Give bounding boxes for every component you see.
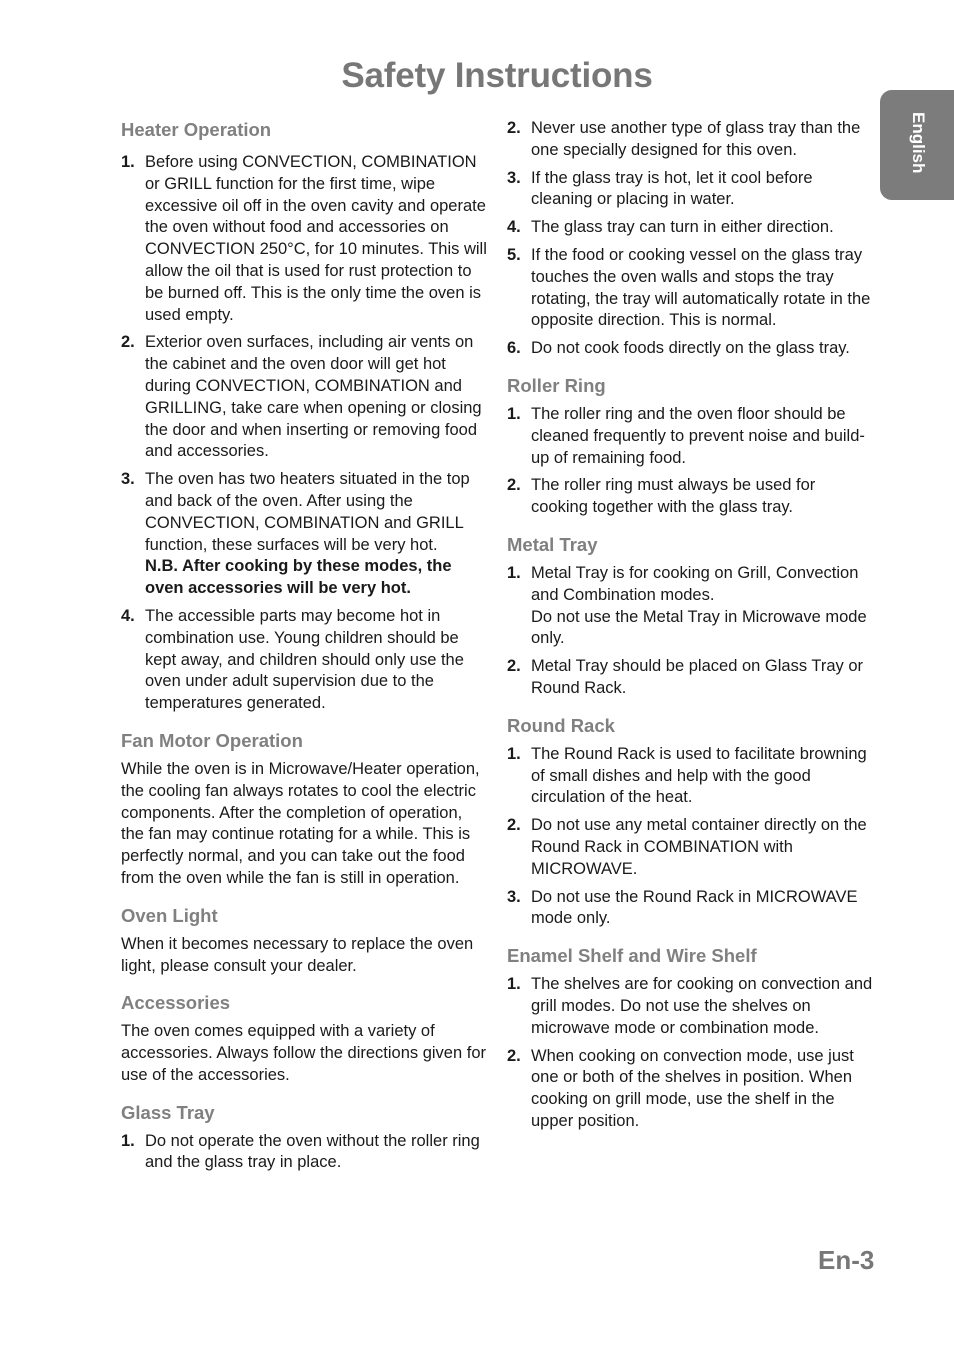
item-text: Never use another type of glass tray than the one specially designed for this oven. <box>531 119 861 159</box>
shelf-list <box>507 974 875 1133</box>
language-tab <box>880 90 954 200</box>
item-text: Metal Tray is for cooking on Grill, Convection and Combination modes. <box>531 563 859 604</box>
item-text-continued: Do not use the Metal Tray in Microwave mode only. <box>531 607 867 648</box>
item-number: 1. <box>507 404 521 423</box>
item-text: If the food or cooking vessel on the glass tray touches the oven walls and stops the tray rotating, the tray will automatically rotate in the opposite direction. This is normal. <box>531 245 871 330</box>
item-number: 3. <box>507 887 521 906</box>
item-text: Metal Tray should be placed on Glass Tray or Round Rack. <box>531 657 863 697</box>
item-text: Do not use the Round Rack in MICROWAVE mode only. <box>531 887 858 928</box>
item-number: 1. <box>507 563 521 582</box>
item-text: The glass tray can turn in either direction. <box>531 218 834 237</box>
section-heading-round-rack: Round Rack <box>507 714 615 736</box>
language-tab-label: English <box>909 112 928 174</box>
item-number: 2. <box>507 657 521 676</box>
fan-motor-paragraph: While the oven is in Microwave/Heater operation, the cooling fan always rotates to cool the electric components. After the completion of operation, the fan may continue rotating for a while. This is perfectly normal, and you can take out the food from the oven while the fan is still in operation. <box>121 759 480 887</box>
item-text: The shelves are for cooking on convection and grill modes. Do not use the shelves on microwave mode or combination mode. <box>531 975 873 1037</box>
list-item <box>121 606 487 715</box>
section-heading-oven-light: Oven Light <box>121 904 218 926</box>
item-text: The oven has two heaters situated in the top and back of the oven. After using the CONVECTION, COMBINATION and GRILL function, these surfaces will be very hot. <box>145 470 470 554</box>
page-number: En-3 <box>818 1245 875 1275</box>
list-item <box>507 118 875 162</box>
list-item <box>507 404 875 469</box>
metal-tray-list <box>507 563 875 700</box>
list-item <box>507 168 875 212</box>
item-number: 3. <box>507 168 521 187</box>
list-item <box>507 475 875 519</box>
item-text: When cooking on convection mode, use just one or both of the shelves in position. When cooking on grill mode, use the shelf in the upper position. <box>531 1046 854 1130</box>
list-item <box>507 245 875 332</box>
list-item <box>507 563 875 650</box>
item-number: 4. <box>507 218 521 237</box>
section-heading-fan-motor-operation: Fan Motor Operation <box>121 729 303 751</box>
item-text: Exterior oven surfaces, including air vents on the cabinet and the oven door will get hot during CONVECTION, COMBINATION and GRILLING, take care when opening or closing the door and when inserting or removing food and accessories. <box>145 333 482 461</box>
round-rack-list <box>507 744 875 930</box>
item-text: The accessible parts may become hot in combination use. Young children should be kept away, and children should only use the oven under adult supervision due to the temperatures generated. <box>145 606 464 713</box>
item-number: 1. <box>507 744 521 763</box>
accessories-paragraph: The oven comes equipped with a variety of accessories. Always follow the directions given for use of the accessories. <box>121 1022 486 1084</box>
warning-note: N.B. After cooking by these modes, the oven accessories will be very hot. <box>145 557 452 598</box>
item-number: 4. <box>121 606 135 625</box>
item-text: If the glass tray is hot, let it cool before cleaning or placing in water. <box>531 168 813 209</box>
item-text: The roller ring must always be used for cooking together with the glass tray. <box>531 476 816 517</box>
section-heading-accessories: Accessories <box>121 992 231 1014</box>
list-item <box>121 332 487 463</box>
item-text: Do not cook foods directly on the glass tray. <box>531 339 850 358</box>
section-heading-glass-tray: Glass Tray <box>121 1101 215 1123</box>
list-item <box>121 152 487 326</box>
right-column <box>507 118 875 1139</box>
glass-tray-list-part2 <box>507 118 875 360</box>
section-heading-roller-ring: Roller Ring <box>507 374 606 396</box>
item-text: Do not use any metal container directly on the Round Rack in COMBINATION with MICROWAVE. <box>531 816 867 878</box>
list-item <box>507 815 875 880</box>
section-heading-heater-operation: Heater Operation <box>121 119 272 140</box>
item-number: 2. <box>507 1046 521 1065</box>
list-item <box>507 744 875 809</box>
list-item <box>507 217 875 239</box>
item-number: 1. <box>507 975 521 994</box>
item-number: 2. <box>121 333 135 352</box>
item-number: 2. <box>507 119 521 137</box>
list-item <box>507 656 875 700</box>
item-text: The roller ring and the oven floor should be cleaned frequently to prevent noise and build-up of remaining food. <box>531 404 865 467</box>
item-number: 6. <box>507 339 521 358</box>
item-number: 3. <box>121 470 135 489</box>
section-heading-enamel-wire-shelf: Enamel Shelf and Wire Shelf <box>507 945 757 967</box>
section-heading-metal-tray: Metal Tray <box>507 533 598 555</box>
item-number: 2. <box>507 476 521 495</box>
heater-operation-list <box>121 152 487 715</box>
item-number: 5. <box>507 245 521 264</box>
list-item <box>121 1131 487 1175</box>
glass-tray-list-part1 <box>121 1131 487 1175</box>
roller-ring-list <box>507 404 875 519</box>
list-item <box>507 1046 875 1133</box>
item-text: Do not operate the oven without the roller ring and the glass tray in place. <box>145 1131 480 1172</box>
left-column <box>121 118 487 1180</box>
item-number: 1. <box>121 1131 135 1150</box>
list-item <box>507 974 875 1039</box>
item-number: 2. <box>507 816 521 835</box>
item-text: The Round Rack is used to facilitate browning of small dishes and help with the good circulation of the heat. <box>531 744 867 807</box>
item-text: Before using CONVECTION, COMBINATION or GRILL function for the first time, wipe excessive oil off in the oven cavity and operate the oven without food and accessories on CONVECTION 250°C, for 10 minutes. This will allow the oil that is used for rust protection to be burned off. This is the only time the oven is used empty. <box>145 153 487 324</box>
list-item <box>507 338 875 360</box>
page-title: Safety Instructions <box>341 56 653 95</box>
item-number: 1. <box>121 153 135 171</box>
oven-light-paragraph: When it becomes necessary to replace the oven light, please consult your dealer. <box>121 934 474 975</box>
list-item <box>507 887 875 931</box>
list-item <box>121 469 487 600</box>
